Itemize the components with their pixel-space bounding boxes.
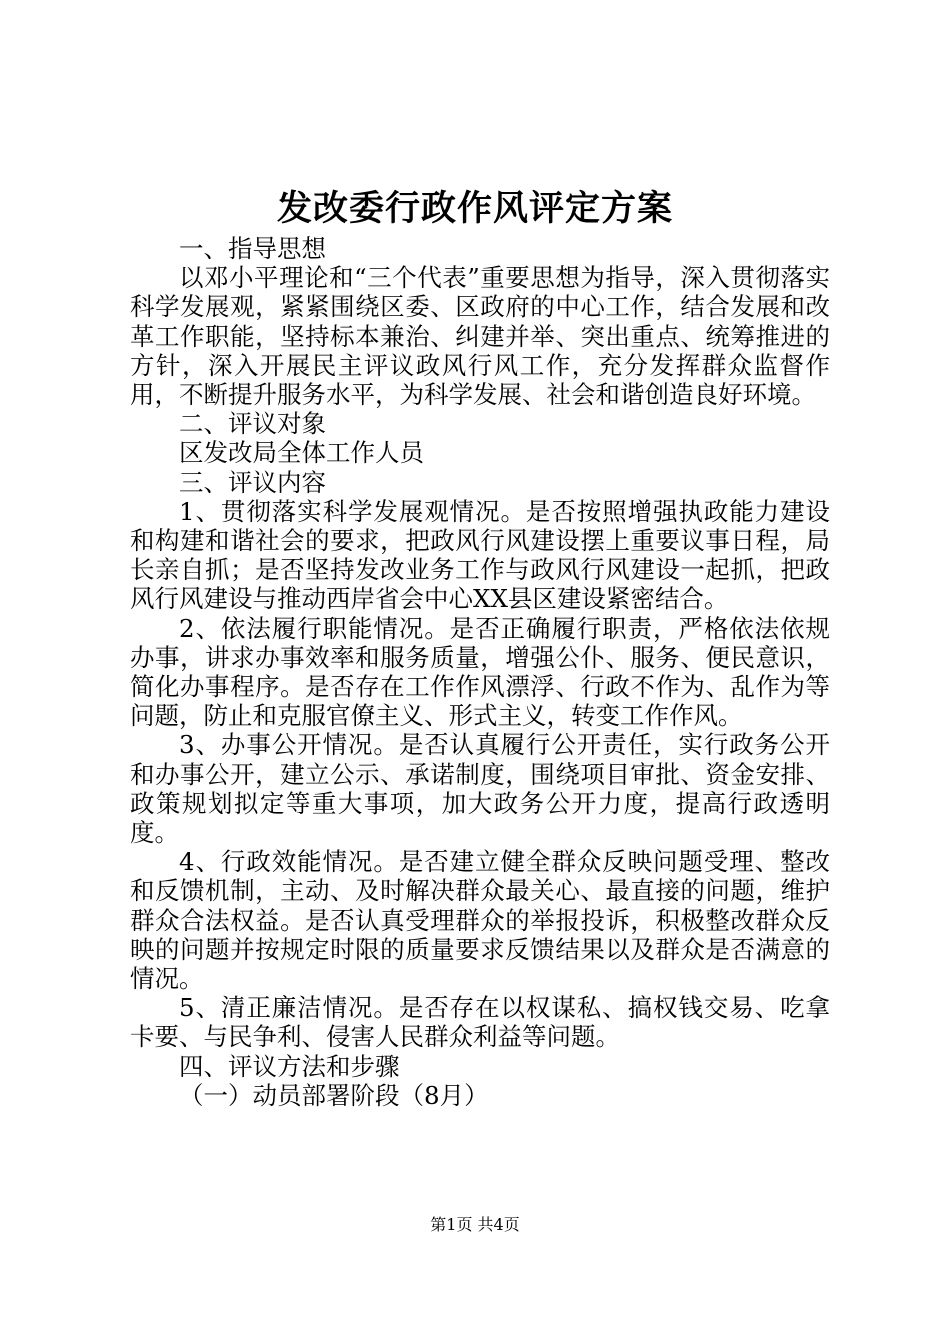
section-heading-guiding-ideology: 一、指导思想 [179,234,326,263]
paragraph-guiding-ideology: 以邓小平理论和“三个代表”重要思想为指导，深入贯彻落实科学发展观，紧紧围绕区委、区政府的中心工作，结合发展和改革工作职能，坚持标本兼治、纠建并举、突出重点、统筹推进的方针，深入开展民主评议政风行风工作，充分发挥群众监督作用，不断提升服务水平，为科学发展、社会和谐创造良好环境。 [130,263,830,410]
paragraph-item-1: 1、贯彻落实科学发展观情况。是否按照增强执政能力建设和构建和谐社会的要求，把政风行风建设摆上重要议事日程，局长亲自抓；是否坚持发改业务工作与政风行风建设一起抓，把政风行风建设与推动西岸省会中心XX县区建设紧密结合。 [130,496,830,614]
section-heading-review-content: 三、评议内容 [179,467,326,497]
paragraph-review-targets: 区发改局全体工作人员 [179,438,424,468]
document-body [130,234,830,1110]
section-heading-methods-steps: 四、评议方法和步骤 [179,1051,400,1081]
paragraph-item-3: 3、办事公开情况。是否认真履行公开责任，实行政务公开和办事公开，建立公示、承诺制度，围绕项目审批、资金安排、政策规划拟定等重大事项，加大政务公开力度，提高行政透明度。 [130,730,830,848]
paragraph-item-2: 2、依法履行职能情况。是否正确履行职责，严格依法依规办事，讲求办事效率和服务质量，增强公仆、服务、便民意识，简化办事程序。是否存在工作作风漂浮、行政不作为、乱作为等问题，防止和克服官僚主义、形式主义，转变工作作风。 [130,613,830,731]
page-footer: 第1页 共4页 [430,1215,520,1234]
paragraph-item-4: 4、行政效能情况。是否建立健全群众反映问题受理、整改和反馈机制，主动、及时解决群众最关心、最直接的问题，维护群众合法权益。是否认真受理群众的举报投诉，积极整改群众反映的问题并按规定时限的质量要求反馈结果以及群众是否满意的情况。 [130,847,830,994]
paragraph-item-5: 5、清正廉洁情况。是否存在以权谋私、搞权钱交易、吃拿卡要、与民争利、侵害人民群众利益等问题。 [130,993,830,1052]
subsection-heading-mobilization: （一）动员部署阶段（8月） [179,1080,489,1110]
section-heading-review-targets: 二、评议对象 [179,409,326,439]
document-title: 发改委行政作风评定方案 [276,188,673,229]
